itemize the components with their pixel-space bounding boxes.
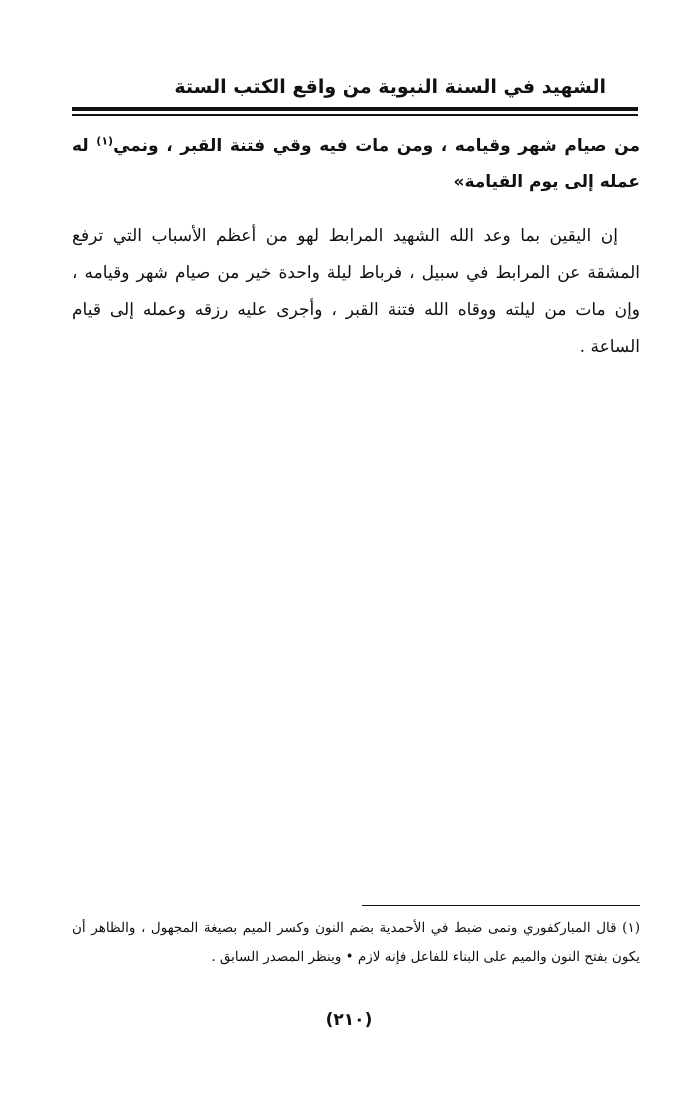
- running-head: الشهيد في السنة النبوية من واقع الكتب الستة: [174, 76, 606, 98]
- hadith-text-part2: له عمله إلى يوم القيامة»: [72, 136, 640, 192]
- header-rule-thick: [72, 107, 638, 111]
- hadith-paragraph: [72, 128, 640, 200]
- hadith-text-part1: من صيام شهر وقيامه ، ومن مات فيه وقي فتنة القبر ، ونمي: [113, 136, 640, 156]
- body-paragraph: إن اليقين بما وعد الله الشهيد المرابط لهو من أعظم الأسباب التي ترفع المشقة عن المرابط في سبيل ، فرباط ليلة واحدة خير من صيام شهر وقيامه ، وإن مات من ليلته ووقاه الله فتنة القبر ، وأجرى عليه رزقه وعمله إلى قيام الساعة .: [72, 226, 640, 357]
- footnote-reference: (١): [96, 134, 114, 148]
- footnote-separator: [362, 905, 640, 906]
- footnote: (١) قال المباركفوري ونمى ضبط في الأحمدية بضم النون وكسر الميم بصيغة المجهول ، والظاهر أن يكون بفتح النون والميم على البناء للفاعل فإنه لازم • وينظر المصدر السابق .: [72, 920, 640, 965]
- page-number: (٢١٠): [325, 1010, 373, 1030]
- header-rule-thin: [72, 114, 638, 116]
